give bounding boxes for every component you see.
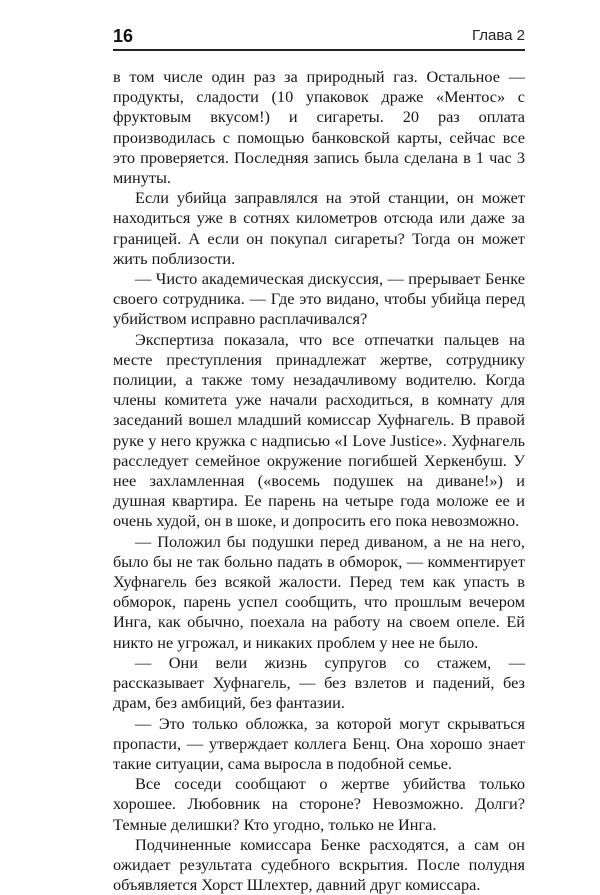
paragraph: Подчиненные комиссара Бенке расходятся, а сам он ожидает результата судебного вскрытия. После полудня объявляется Хорст Шлехтер, давний друг комиссара. (113, 834, 525, 895)
running-head (113, 26, 525, 50)
chapter-title: Глава 2 (471, 27, 525, 44)
paragraph: — Они вели жизнь супругов со стажем, — рассказывает Хуфнагель, — без взлетов и падений, без драм, без амбиций, без фантазии. (113, 652, 525, 713)
paragraph: Все соседи сообщают о жертве убийства только хорошее. Любовник на стороне? Невозможно. Долги? Темные делишки? Кто угодно, только не Инга. (113, 774, 525, 834)
header-rule (113, 49, 525, 51)
paragraph: — Это только обложка, за которой могут скрываться пропасти, — утверждает коллега Бенц. Она хорошо знает такие ситуации, сама выросла в подобной семье. (113, 713, 525, 773)
paragraph: — Положил бы подушки перед диваном, а не на него, было бы не так больно падать в обморок, — комментирует Хуфнагель без всякой жалости. Перед тем как упасть в обморок, парень успел сообщить, что прошлым вечером Инга, как обычно, поехала на работу на своем опеле. Ей никто не угрожал, и никаких проблем у нее не было. (113, 531, 525, 652)
paragraph: в том числе один раз за природный газ. Остальное — продукты, сладости (10 упаковок драже «Ментос» с фруктовым вкусом!) и сигареты. 20 раз оплата производилась с помощью банковской карты, сейчас все это проверяется. Последняя запись была сделана в 1 час 3 минуты. (113, 67, 525, 188)
paragraph: — Чисто академическая дискуссия, — прерывает Бенке своего сотрудника. — Где это видано, чтобы убийца перед убийством исправно расплачивался? (113, 269, 525, 329)
body-text (113, 67, 525, 895)
paragraph: Экспертиза показала, что все отпечатки пальцев на месте преступления принадлежат жертве, сотруднику полиции, а также тому незадачливому водителю. Когда члены комитета уже начали расходиться, в комнату для заседаний вошел младший комиссар Хуфнагель. В правой руке у него кружка с надписью «I Love Justice». Хуфнагель расследует семейное окружение погибшей Херкенбуш. У нее захламленная («восемь подушек на диване!») и душная квартира. Ее парень на четыре года моложе ее и очень худой, он в шоке, и допросить его пока невозможно. (113, 329, 525, 531)
paragraph: Если убийца заправлялся на этой станции, он может находиться уже в сотнях километров отсюда или даже за границей. А если он покупал сигареты? Тогда он может жить поблизости. (113, 188, 525, 268)
page-number: 16 (113, 26, 134, 46)
